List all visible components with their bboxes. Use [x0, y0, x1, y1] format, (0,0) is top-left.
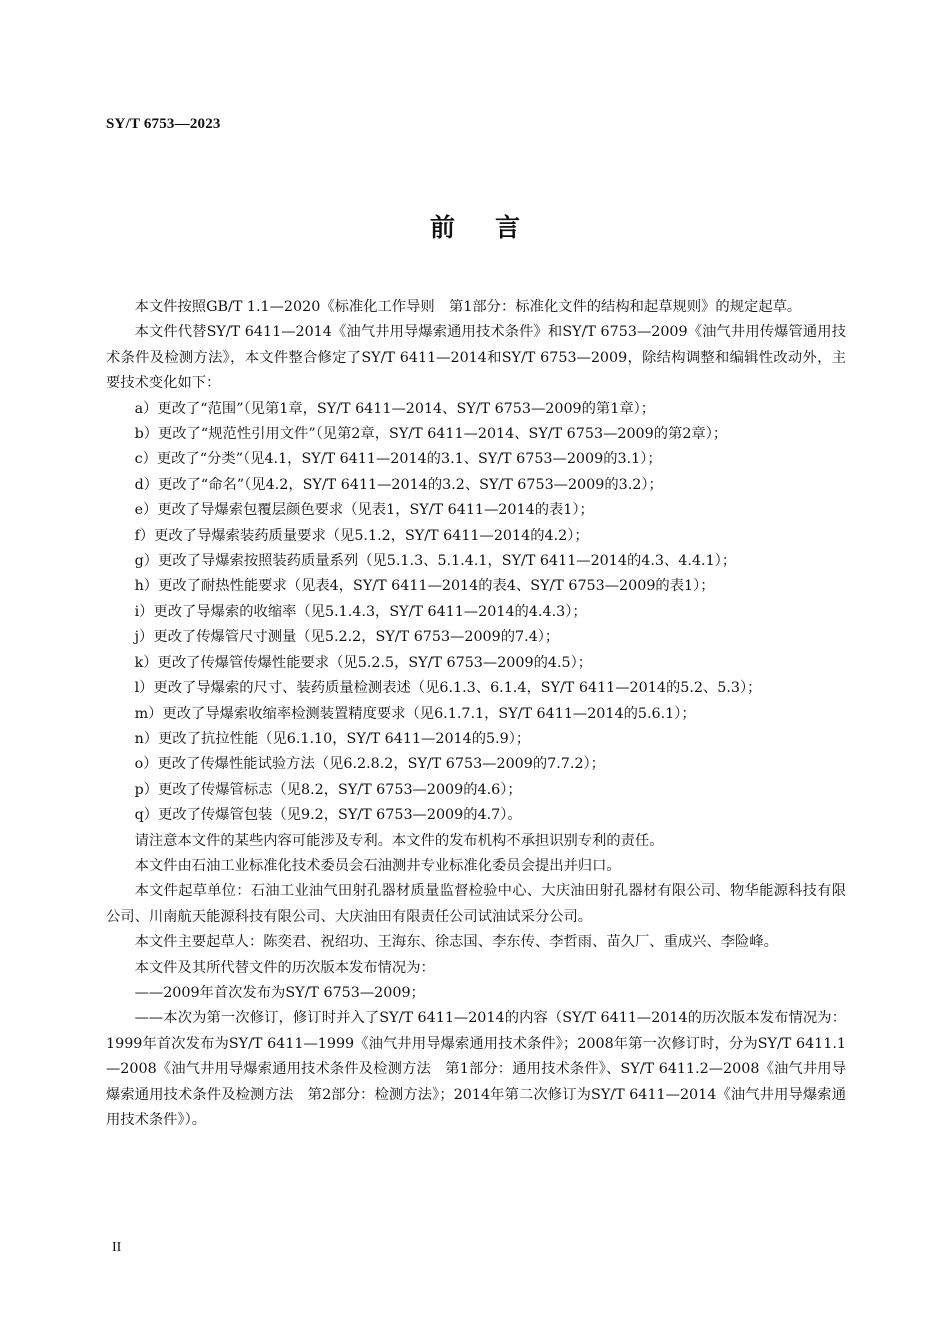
- list-item: q）更改了传爆管包装（见9.2，SY/T 6753—2009的4.7）。: [134, 807, 522, 824]
- list-item: e）更改了导爆索包覆层颜色要求（见表1，SY/T 6411—2014的表1）；: [134, 502, 594, 519]
- list-item: p）更改了传爆管标志（见8.2，SY/T 6753—2009的4.6）；: [134, 781, 522, 798]
- page-number: II: [112, 1240, 122, 1255]
- list-item: l）更改了导爆索的尺寸、装药质量检测表述（见6.1.3、6.1.4，SY/T 6411—2014的5.2、5.3）；: [134, 680, 762, 697]
- history-item: ——2009年首次发布为SY/T 6753—2009；: [134, 984, 425, 1001]
- page-title: 前言: [429, 213, 560, 242]
- changes-list: [106, 397, 846, 829]
- list-item: a）更改了“范围”（见第1章，SY/T 6411—2014、SY/T 6753—2009的第1章）；: [134, 400, 656, 417]
- paragraph-replacement: 本文件代替SY/T 6411—2014《油气井用导爆索通用技术条件》和SY/T 6753—2009《油气井用传爆管通用技术条件及检测方法》，本文件整合修定了SY/T 6411—2014和SY/T 6753—2009，除结构调整和编辑性改动外，主要技术变化如下：: [106, 324, 846, 392]
- list-item: k）更改了传爆管传爆性能要求（见5.2.5，SY/T 6753—2009的4.5）；: [134, 654, 593, 671]
- list-item: m）更改了导爆索收缩率检测装置精度要求（见6.1.7.1，SY/T 6411—2014的5.6.1）；: [134, 705, 696, 722]
- list-item: g）更改了导爆索按照装药质量系列（见5.1.3、5.1.4.1，SY/T 6411—2014的4.3、4.4.1）；: [134, 553, 737, 570]
- paragraph-drafters: 本文件主要起草人：陈奕君、祝绍功、王海东、徐志国、李东传、李哲雨、苗久厂、重成兴、李险峰。: [134, 934, 778, 951]
- paragraph-drafting-rules: 本文件按照GB/T 1.1—2020《标准化工作导则 第1部分：标准化文件的结构和起草规则》的规定起草。: [134, 299, 802, 315]
- document-code: SY/T 6753—2023: [106, 116, 221, 132]
- paragraph-proposer: 本文件由石油工业标准化技术委员会石油测井专业标准化委员会提出并归口。: [134, 857, 621, 874]
- list-item: c）更改了“分类”（见4.1，SY/T 6411—2014的3.1、SY/T 6753—2009的3.1）；: [134, 451, 662, 468]
- list-item: b）更改了“规范性引用文件”（见第2章，SY/T 6411—2014、SY/T 6753—2009的第2章）；: [134, 426, 728, 443]
- list-item: o）更改了传爆性能试验方法（见6.2.8.2，SY/T 6753—2009的7.7.2）；: [134, 756, 605, 773]
- paragraph-drafting-units: 本文件起草单位：石油工业油气田射孔器材质量监督检验中心、大庆油田射孔器材有限公司、物华能源科技有限公司、川南航天能源科技有限公司、大庆油田有限责任公司试油试采分公司。: [106, 883, 846, 925]
- paragraph-patent-notice: 请注意本文件的某些内容可能涉及专利。本文件的发布机构不承担识别专利的责任。: [134, 832, 664, 849]
- paragraph-history-intro: 本文件及其所代替文件的历次版本发布情况为：: [134, 959, 435, 976]
- list-item: i）更改了导爆索的收缩率（见5.1.4.3，SY/T 6411—2014的4.4.3）；: [134, 603, 587, 620]
- history-item: ——本次为第一次修订，修订时并入了SY/T 6411—2014的内容（SY/T 6411—2014的历次版本发布情况为：1999年首次发布为SY/T 6411—1999《油气井用导爆索通用技术条件》；2008年第一次修订时，分为SY/T 6411.1—2008《油气井用导爆索通用技术条件及检测方法 第1部分：通用技术条件》、SY/T 6411.2—2008《油气井用导爆索通用技术条件及检测方法 第2部分：检测方法》；2014年第二次修订为SY/T 6411—2014《油气井用导爆索通用技术条件》）。: [106, 1010, 846, 1128]
- list-item: f）更改了导爆索装药质量要求（见5.1.2，SY/T 6411—2014的4.2）；: [134, 527, 589, 544]
- list-item: n）更改了抗拉性能（见6.1.10，SY/T 6411—2014的5.9）；: [134, 730, 531, 747]
- list-item: h）更改了耐热性能要求（见表4，SY/T 6411—2014的表4、SY/T 6753—2009的表1）；: [134, 578, 715, 595]
- foreword-body: [106, 295, 846, 1133]
- list-item: j）更改了传爆管尺寸测量（见5.2.2，SY/T 6753—2009的7.4）；: [134, 629, 560, 646]
- list-item: d）更改了“命名”（见4.2，SY/T 6411—2014的3.2、SY/T 6753—2009的3.2）；: [134, 476, 663, 493]
